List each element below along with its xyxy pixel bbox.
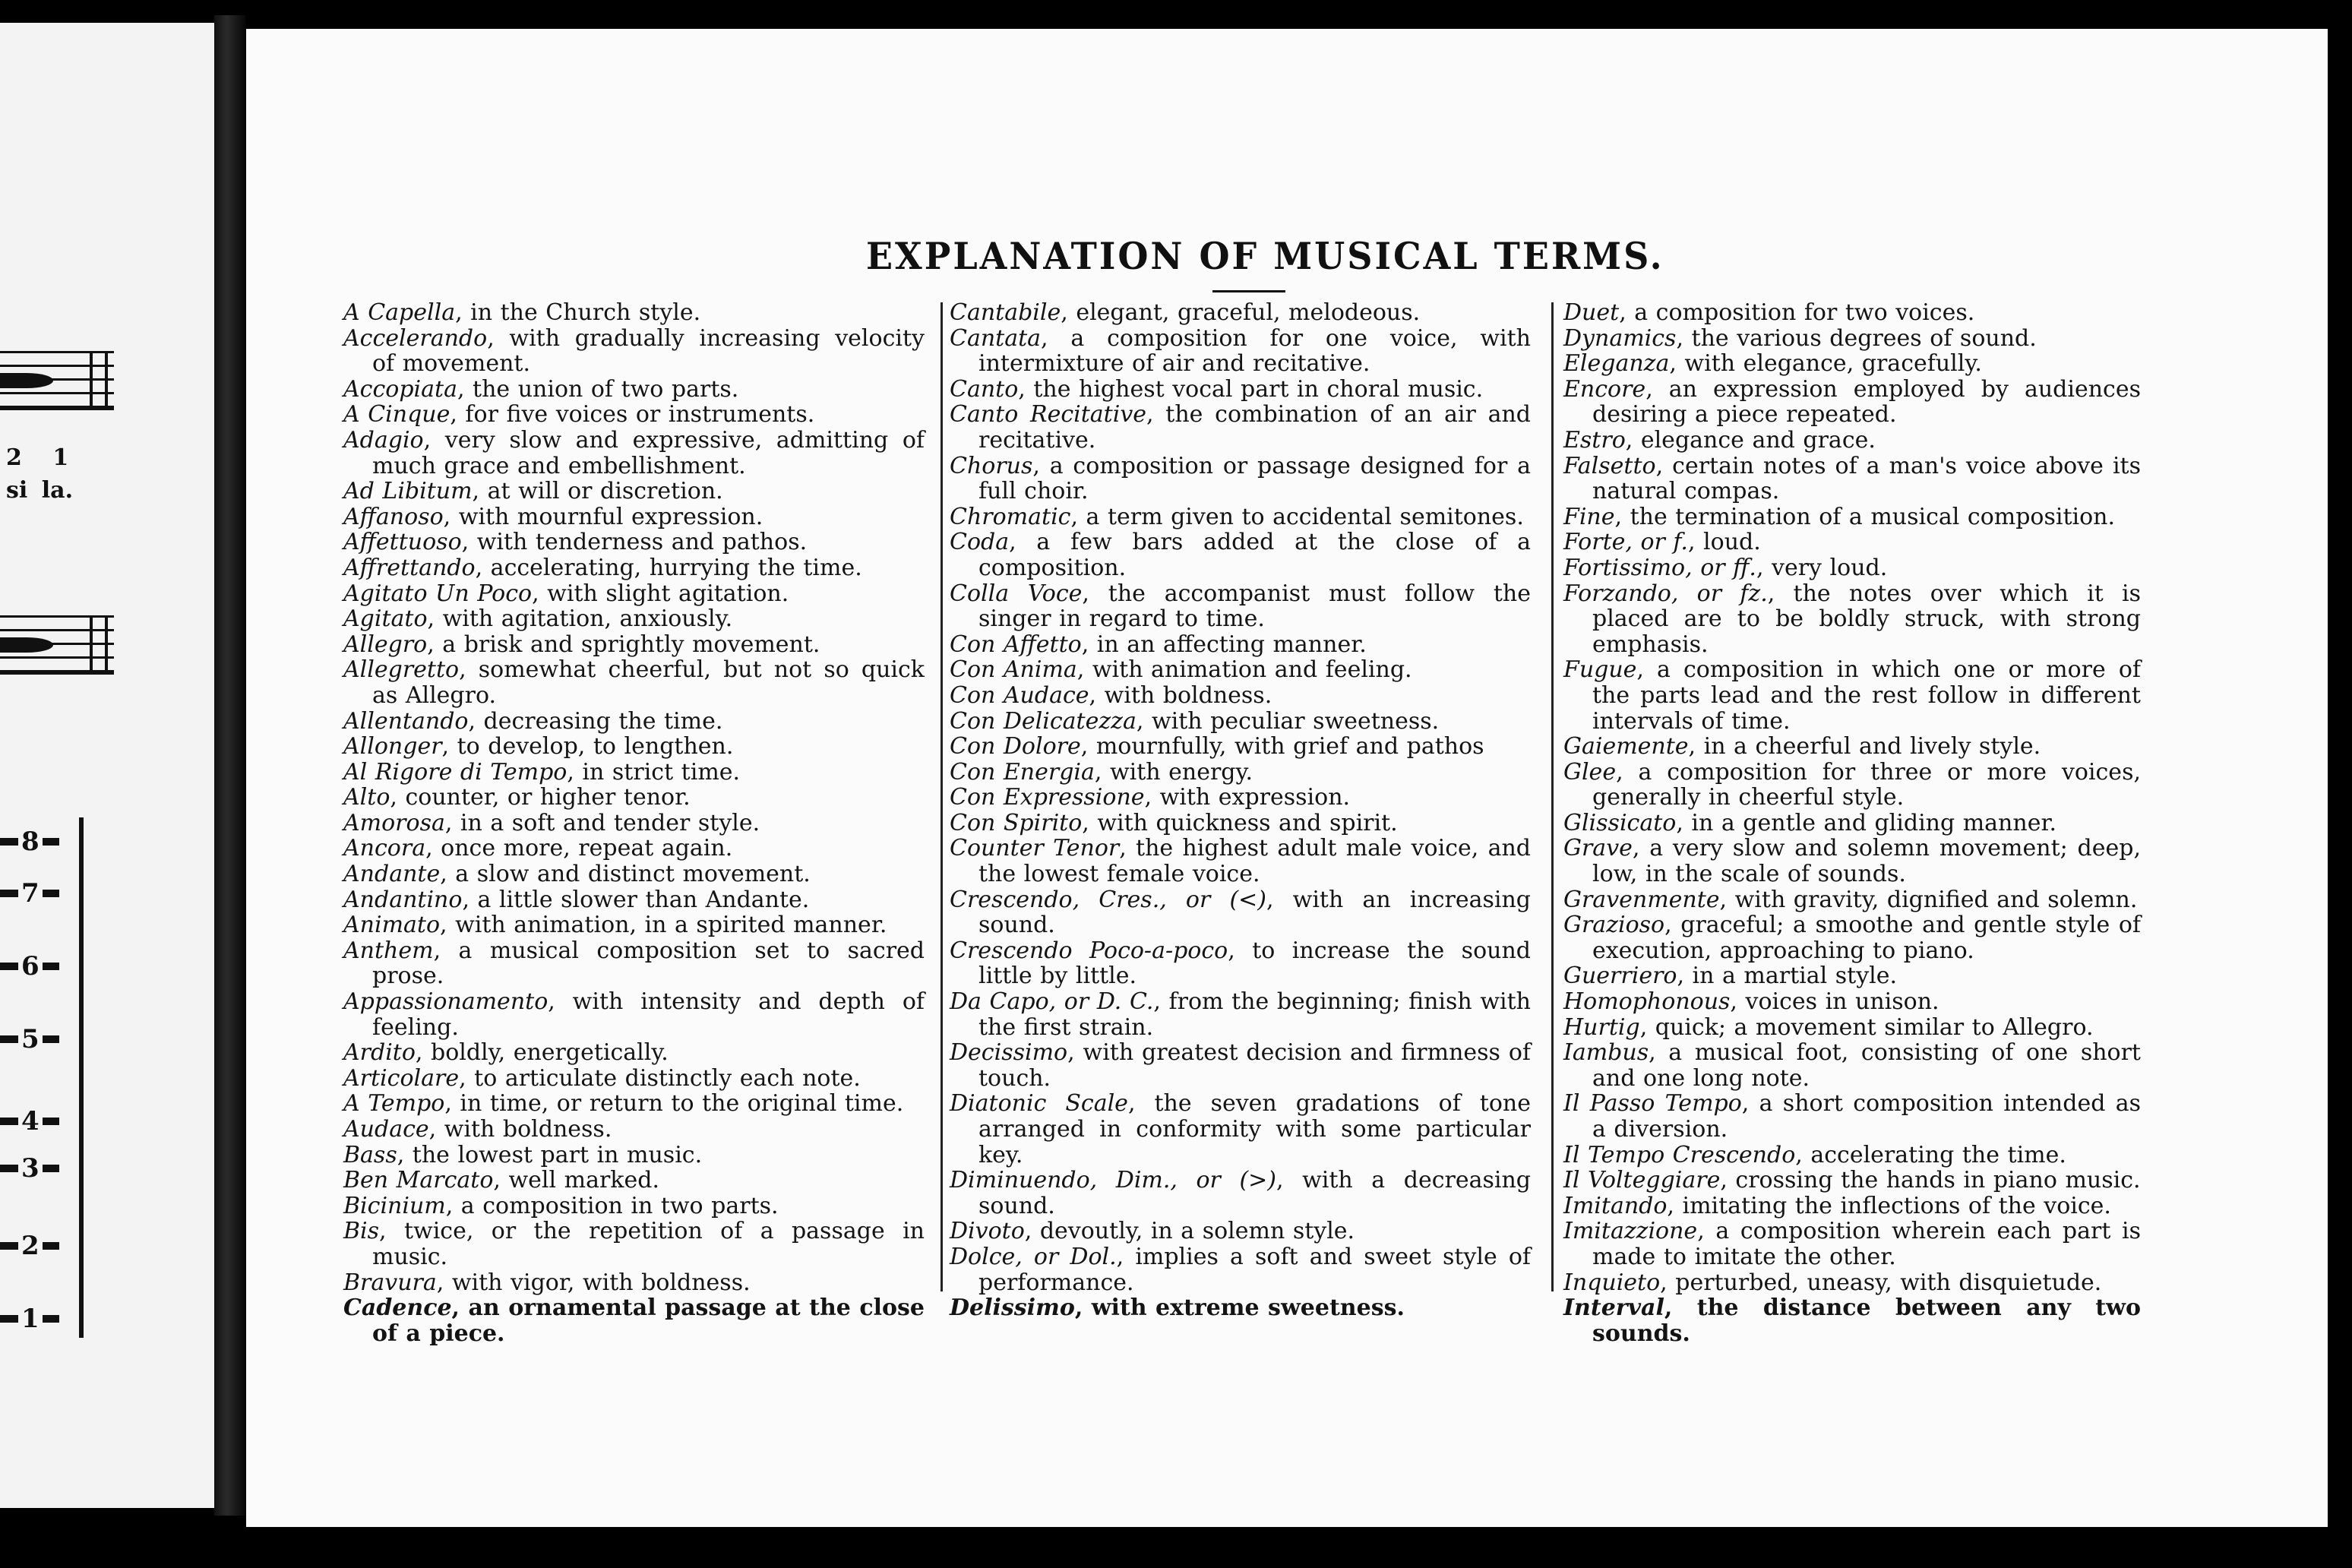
definition: , with an increasing sound. <box>978 886 1531 939</box>
glossary-entry <box>343 1295 925 1346</box>
ladder-step: 2 <box>0 1231 59 1261</box>
glossary-entry <box>343 1270 925 1296</box>
glossary-entry <box>343 657 925 708</box>
glossary-entry <box>950 402 1531 453</box>
glossary-entry <box>343 479 925 504</box>
glossary-entry <box>343 785 925 811</box>
glossary-entry <box>343 760 925 786</box>
term: Fugue <box>1563 656 1637 684</box>
definition: , well marked. <box>493 1167 659 1194</box>
glossary-entry <box>950 1219 1531 1244</box>
definition: , with elegance, gracefully. <box>1669 350 1982 378</box>
definition: , very loud. <box>1756 554 1888 581</box>
term: Gravenmente <box>1563 886 1720 913</box>
definition: , a short composition intended as a diversion. <box>1592 1090 2141 1143</box>
glossary-column-1 <box>343 300 925 1346</box>
glossary-entry <box>950 504 1531 530</box>
term: Forzando, or fz. <box>1563 580 1768 607</box>
glossary-entry <box>1563 1091 2141 1142</box>
term: Allentando <box>343 707 469 735</box>
term: Alto <box>343 784 390 811</box>
definition: , with intensity and depth of feeling. <box>372 988 925 1041</box>
term: Allegro <box>343 631 428 658</box>
glossary-entry <box>343 1219 925 1269</box>
term: Il Tempo Crescendo <box>1563 1141 1796 1168</box>
glossary-entry <box>1563 504 2141 530</box>
glossary-entry <box>343 606 925 632</box>
definition: , the various degrees of sound. <box>1676 324 2037 352</box>
definition: , at will or discretion. <box>472 478 723 505</box>
music-staff-fragment <box>0 615 114 675</box>
scale-numbers: 2 1 <box>6 444 69 471</box>
definition: , to increase the sound little by little. <box>978 937 1531 990</box>
definition: , a composition in which one or more of the parts lead and the rest follow in different intervals of time. <box>1592 656 2141 735</box>
bar-line <box>105 615 108 675</box>
definition: , the distance between any two sounds. <box>1592 1295 2141 1347</box>
term: A Capella <box>343 299 456 326</box>
term: Iambus <box>1563 1039 1649 1067</box>
term: Accelerando <box>343 324 488 352</box>
glossary-entry <box>1563 989 2141 1015</box>
definition: , in the Church style. <box>455 299 701 326</box>
definition: , boldly, energetically. <box>415 1039 669 1067</box>
definition: , devoutly, in a solemn style. <box>1024 1218 1355 1245</box>
definition: , accelerating the time. <box>1795 1141 2066 1168</box>
definition: , with boldness. <box>1089 681 1272 709</box>
term: Crescendo Poco-a-poco <box>950 937 1228 964</box>
definition: , with animation, in a spirited manner. <box>440 912 887 939</box>
definition: , the combination of an air and recitative. <box>978 401 1531 454</box>
definition: , to develop, to lengthen. <box>441 733 734 760</box>
term: Audace <box>343 1116 429 1143</box>
glossary-entry <box>343 428 925 479</box>
glossary-entry <box>343 1091 925 1117</box>
term: Estro <box>1563 426 1626 454</box>
definition: , somewhat cheerful, but not so quick as Allegro. <box>372 656 925 709</box>
glossary-entry <box>1563 1219 2141 1269</box>
glossary-entry <box>343 581 925 607</box>
definition: , from the beginning; finish with the first strain. <box>978 988 1531 1041</box>
definition: , twice, or the repetition of a passage in music. <box>372 1218 925 1270</box>
left-page-fragment <box>0 23 214 1508</box>
term: Diatonic Scale <box>950 1090 1128 1118</box>
term: Andante <box>343 861 441 888</box>
definition: , with expression. <box>1144 784 1351 811</box>
term: Grave <box>1563 835 1633 862</box>
glossary-entry <box>343 811 925 836</box>
glossary-entry <box>950 785 1531 811</box>
term: Glee <box>1563 758 1617 786</box>
ladder-step: 1 <box>0 1304 59 1334</box>
glossary-entry <box>343 1143 925 1168</box>
glossary-entry <box>343 1117 925 1143</box>
glossary-entry <box>950 1091 1531 1168</box>
definition: , with vigor, with boldness. <box>436 1269 751 1296</box>
term: Homophonous <box>1563 988 1731 1016</box>
definition: , graceful; a smoothe and gentle style of execution, approaching to piano. <box>1592 912 2141 964</box>
definition: , imitating the inflections of the voice. <box>1667 1192 2111 1219</box>
term: Imitando <box>1563 1192 1668 1219</box>
glossary-entry <box>343 938 925 989</box>
term: Affanoso <box>343 503 444 530</box>
glossary-column-2 <box>950 300 1531 1321</box>
definition: , a little slower than Andante. <box>462 886 810 913</box>
definition: , with a decreasing sound. <box>978 1167 1531 1219</box>
music-staff-fragment <box>0 351 114 410</box>
definition: , with agitation, anxiously. <box>427 605 733 633</box>
term: Con Expressione <box>950 784 1145 811</box>
definition: , with animation and feeling. <box>1076 656 1412 684</box>
definition: , accelerating, hurrying the time. <box>475 554 862 581</box>
glossary-entry <box>950 683 1531 709</box>
definition: , an ornamental passage at the close of a piece. <box>372 1295 925 1347</box>
glossary-entry <box>343 912 925 938</box>
ladder-step: 8 <box>0 827 59 857</box>
definition: , with extreme sweetness. <box>1074 1295 1405 1322</box>
definition: , crossing the hands in piano music. <box>1720 1167 2141 1194</box>
glossary-entry <box>950 581 1531 632</box>
glossary-entry <box>1563 428 2141 454</box>
term: A Tempo <box>343 1090 445 1118</box>
definition: , mournfully, with grief and pathos <box>1080 733 1484 760</box>
bar-line <box>90 351 93 410</box>
definition: , with gradually increasing velocity of movement. <box>372 324 925 378</box>
term: Bass <box>343 1141 397 1168</box>
definition: , a brisk and sprightly movement. <box>427 631 820 658</box>
glossary-entry <box>1563 1270 2141 1296</box>
glossary-entry <box>1563 300 2141 326</box>
page-title: EXPLANATION OF MUSICAL TERMS. <box>866 234 1664 278</box>
definition: , in an affecting manner. <box>1081 631 1367 658</box>
term: Gaiemente <box>1563 733 1689 760</box>
glossary-entry <box>950 1168 1531 1219</box>
glossary-entry <box>1563 963 2141 989</box>
glossary-entry <box>950 1244 1531 1295</box>
term: Allegretto <box>343 656 460 684</box>
term: Delissimo <box>950 1295 1075 1322</box>
glossary-entry <box>950 760 1531 786</box>
glossary-entry <box>1563 887 2141 913</box>
glossary-entry <box>950 887 1531 938</box>
definition: , once more, repeat again. <box>425 835 733 862</box>
definition: , with quickness and spirit. <box>1082 809 1398 836</box>
term: Con Spirito <box>950 809 1083 836</box>
definition: , a composition for one voice, with intermixture of air and recitative. <box>978 324 1531 378</box>
definition: , a composition for three or more voices, generally in cheerful style. <box>1592 758 2141 811</box>
glossary-entry <box>343 1066 925 1092</box>
definition: , in strict time. <box>567 758 741 786</box>
term: Duet <box>1563 299 1620 326</box>
glossary-entry <box>1563 377 2141 428</box>
title-rule <box>1212 290 1285 292</box>
definition: , voices in unison. <box>1730 988 1939 1016</box>
definition: , with mournful expression. <box>443 503 763 530</box>
term: Guerriero <box>1563 963 1677 990</box>
ladder-step: 3 <box>0 1153 59 1184</box>
term: Con Dolore <box>950 733 1081 760</box>
definition: , the notes over which it is placed are to be boldly struck, with strong emphasis. <box>1592 580 2141 658</box>
term: Affrettando <box>343 554 476 581</box>
glossary-entry <box>950 989 1531 1040</box>
definition: , a term given to accidental semitones. <box>1070 503 1524 530</box>
definition: , with gravity, dignified and solemn. <box>1719 886 2138 913</box>
glossary-entry <box>950 454 1531 504</box>
glossary-entry <box>343 734 925 760</box>
glossary-entry <box>1563 326 2141 352</box>
glossary-entry <box>343 632 925 658</box>
term: Canto <box>950 375 1019 403</box>
term: Con Affetto <box>950 631 1082 658</box>
term: Agitato Un Poco <box>343 580 533 607</box>
definition: , a very slow and solemn movement; deep, low, in the scale of sounds. <box>1592 835 2141 888</box>
glossary-entry <box>343 530 925 555</box>
glossary-entry <box>950 709 1531 735</box>
term: Il Volteggiare <box>1563 1167 1721 1194</box>
term: Decissimo <box>950 1039 1068 1067</box>
definition: , the termination of a musical composition. <box>1614 503 2116 530</box>
definition: , a composition or passage designed for a full choir. <box>978 452 1531 505</box>
term: Inquieto <box>1563 1269 1661 1296</box>
definition: , a musical composition set to sacred prose. <box>372 937 925 990</box>
definition: , with tenderness and pathos. <box>461 529 808 556</box>
term: Dolce, or Dol. <box>950 1243 1117 1270</box>
definition: , certain notes of a man's voice above its natural compas. <box>1592 452 2141 505</box>
glossary-entry <box>343 989 925 1040</box>
glossary-entry <box>1563 836 2141 887</box>
term: Bicinium <box>343 1192 446 1219</box>
definition: , quick; a movement similar to Allegro. <box>1639 1013 2094 1041</box>
glossary-entry <box>343 887 925 913</box>
glossary-entry <box>343 836 925 861</box>
term: Chorus <box>950 452 1033 479</box>
definition: , loud. <box>1687 529 1761 556</box>
term: Ad Libitum <box>343 478 473 505</box>
glossary-entry <box>343 1040 925 1066</box>
glossary-entry <box>950 326 1531 377</box>
bar-line <box>90 615 93 675</box>
term: Cantabile <box>950 299 1061 326</box>
term: Chromatic <box>950 503 1071 530</box>
definition: , a few bars added at the close of a composition. <box>978 529 1531 581</box>
whole-note-icon <box>0 373 53 388</box>
definition: , with greatest decision and firmness of touch. <box>978 1039 1531 1092</box>
term: Animato <box>343 912 441 939</box>
column-divider <box>940 302 943 1291</box>
term: Diminuendo, Dim., or (>) <box>950 1167 1276 1194</box>
definition: , the lowest part in music. <box>397 1141 703 1168</box>
term: Il Passo Tempo <box>1563 1090 1742 1118</box>
glossary-entry <box>343 300 925 326</box>
definition: , a composition for two voices. <box>1619 299 1975 326</box>
glossary-entry <box>950 300 1531 326</box>
term: Da Capo, or D. C. <box>950 988 1154 1016</box>
term: Con Delicatezza <box>950 707 1136 735</box>
glossary-entry <box>950 657 1531 683</box>
term: Fine <box>1563 503 1615 530</box>
definition: , very slow and expressive, admitting of much grace and embellishment. <box>372 426 925 479</box>
definition: , with boldness. <box>428 1116 612 1143</box>
glossary-entry <box>950 377 1531 403</box>
term: Counter Tenor <box>950 835 1120 862</box>
term: Cantata <box>950 324 1042 352</box>
term: Interval <box>1563 1295 1664 1322</box>
glossary-entry <box>950 811 1531 836</box>
ladder-step: 7 <box>0 878 59 909</box>
book-spine <box>214 15 246 1516</box>
ladder-step: 5 <box>0 1024 59 1054</box>
bar-line <box>105 351 108 410</box>
definition: , in a cheerful and lively style. <box>1688 733 2041 760</box>
definition: , counter, or higher tenor. <box>390 784 691 811</box>
glossary-entry <box>1563 811 2141 836</box>
term: Bis <box>343 1218 380 1245</box>
definition: , the highest adult male voice, and the lowest female voice. <box>978 835 1531 888</box>
term: Divoto <box>950 1218 1025 1245</box>
term: Appassionamento <box>343 988 548 1016</box>
glossary-entry <box>1563 734 2141 760</box>
definition: , the highest vocal part in choral music. <box>1018 375 1484 403</box>
definition: , the union of two parts. <box>457 375 739 403</box>
whole-note-icon <box>0 637 53 653</box>
glossary-column-3 <box>1563 300 2141 1346</box>
glossary-entry <box>1563 351 2141 377</box>
term: Bravura <box>343 1269 437 1296</box>
definition: , decreasing the time. <box>468 707 723 735</box>
glossary-entry <box>1563 657 2141 734</box>
term: Hurtig <box>1563 1013 1640 1041</box>
glossary-entry <box>950 938 1531 989</box>
definition: , the accompanist must follow the singer in regard to time. <box>978 580 1531 633</box>
glossary-entry <box>343 504 925 530</box>
term: Al Rigore di Tempo <box>343 758 567 786</box>
glossary-entry <box>343 377 925 403</box>
term: Grazioso <box>1563 912 1665 939</box>
term: Anthem <box>343 937 434 964</box>
definition: , with slight agitation. <box>532 580 789 607</box>
glossary-entry <box>950 1295 1531 1321</box>
glossary-entry <box>343 555 925 581</box>
definition: , implies a soft and sweet style of performance. <box>978 1243 1531 1296</box>
ladder-step: 6 <box>0 951 59 982</box>
glossary-entry <box>1563 912 2141 963</box>
term: Con Anima <box>950 656 1077 684</box>
glossary-entry <box>343 709 925 735</box>
glossary-entry <box>1563 1143 2141 1168</box>
definition: , elegance and grace. <box>1625 426 1876 454</box>
glossary-entry <box>343 326 925 377</box>
term: Andantino <box>343 886 463 913</box>
term: Glissicato <box>1563 809 1677 836</box>
term: Articolare <box>343 1064 460 1092</box>
glossary-entry <box>343 402 925 428</box>
definition: , a composition wherein each part is made to imitate the other. <box>1592 1218 2141 1270</box>
glossary-entry <box>1563 1193 2141 1219</box>
term: A Cinque <box>343 401 450 428</box>
term: Con Energia <box>950 758 1095 786</box>
term: Encore <box>1563 375 1646 403</box>
term: Cadence <box>343 1295 452 1322</box>
glossary-entry <box>1563 1015 2141 1041</box>
term: Dynamics <box>1563 324 1677 352</box>
definition: , in time, or return to the original time. <box>444 1090 904 1118</box>
glossary-entry <box>1563 555 2141 581</box>
term: Adagio <box>343 426 424 454</box>
term: Allonger <box>343 733 442 760</box>
column-divider <box>1551 302 1554 1291</box>
definition: , for five voices or instruments. <box>450 401 815 428</box>
definition: , an expression employed by audiences desiring a piece repeated. <box>1592 375 2141 428</box>
definition: , in a soft and tender style. <box>444 809 760 836</box>
glossary-entry <box>1563 581 2141 658</box>
glossary-entry <box>343 861 925 887</box>
term: Ben Marcato <box>343 1167 494 1194</box>
term: Affettuoso <box>343 529 462 556</box>
term: Imitazzione <box>1563 1218 1698 1245</box>
definition: , with energy. <box>1094 758 1253 786</box>
glossary-entry <box>1563 530 2141 555</box>
definition: , a musical foot, consisting of one short and one long note. <box>1592 1039 2141 1092</box>
term: Falsetto <box>1563 452 1656 479</box>
term: Ancora <box>343 835 426 862</box>
term: Ardito <box>343 1039 416 1067</box>
term: Amorosa <box>343 809 445 836</box>
definition: , in a martial style. <box>1677 963 1898 990</box>
term: Forte, or f. <box>1563 529 1688 556</box>
term: Fortissimo, or ff. <box>1563 554 1756 581</box>
definition: , to articulate distinctly each note. <box>459 1064 861 1092</box>
glossary-entry <box>1563 1168 2141 1193</box>
glossary-entry <box>950 836 1531 887</box>
definition: , with peculiar sweetness. <box>1136 707 1440 735</box>
term: Eleganza <box>1563 350 1670 378</box>
term: Con Audace <box>950 681 1089 709</box>
term: Crescendo, Cres., or (<) <box>950 886 1266 913</box>
glossary-entry <box>1563 760 2141 811</box>
term: Agitato <box>343 605 428 633</box>
glossary-entry <box>343 1193 925 1219</box>
ladder-step: 4 <box>0 1106 59 1136</box>
scale-ladder-line <box>79 817 84 1338</box>
definition: , elegant, graceful, melodeous. <box>1061 299 1421 326</box>
term: Accopiata <box>343 375 457 403</box>
term: Coda <box>950 529 1010 556</box>
definition: , a composition in two parts. <box>445 1192 779 1219</box>
scale-syllables: si la. <box>6 477 74 504</box>
glossary-entry <box>950 1040 1531 1091</box>
definition: , a slow and distinct movement. <box>440 861 811 888</box>
glossary-entry <box>950 734 1531 760</box>
glossary-entry <box>950 632 1531 658</box>
glossary-entry <box>1563 1040 2141 1091</box>
glossary-entry <box>1563 454 2141 504</box>
term: Colla Voce <box>950 580 1083 607</box>
glossary-entry <box>950 530 1531 580</box>
term: Canto Recitative <box>950 401 1147 428</box>
glossary-entry <box>343 1168 925 1193</box>
definition: , in a gentle and gliding manner. <box>1676 809 2057 836</box>
definition: , the seven gradations of tone arranged in conformity with some particular key. <box>978 1090 1531 1168</box>
definition: , perturbed, uneasy, with disquietude. <box>1660 1269 2102 1296</box>
glossary-entry <box>1563 1295 2141 1346</box>
